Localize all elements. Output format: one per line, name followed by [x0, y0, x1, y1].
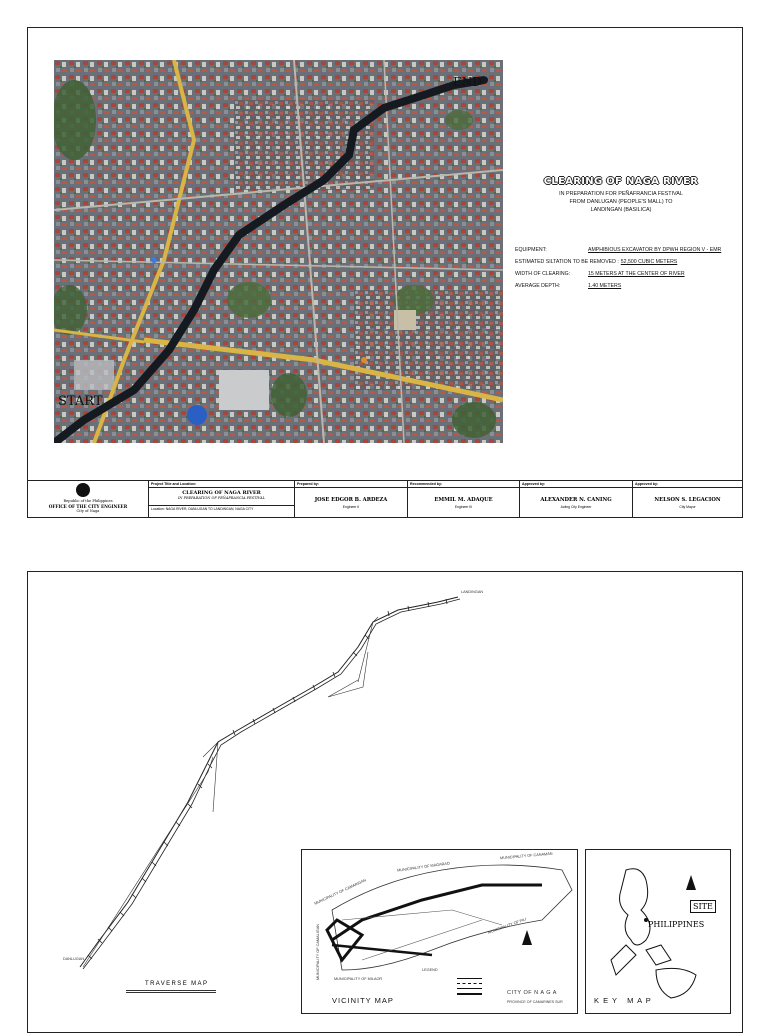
vicinity-map-title: VICINITY MAP [332, 996, 394, 1005]
municipality-label: MUNICIPALITY OF CAMALIGAN [315, 924, 320, 980]
spec-row [515, 271, 737, 283]
approved-header: Approved by: [520, 481, 632, 488]
project-title: CLEARING OF NAGA RIVER [543, 176, 699, 187]
office-line: Republic of the Philippines [63, 499, 113, 503]
city-label: CITY OF N A G A [507, 990, 557, 996]
project-cell [148, 481, 294, 518]
project-name: CLEARING OF NAGA RIVER [182, 490, 261, 496]
country-label: PHILIPPINES [648, 920, 705, 929]
subtitle-line: IN PREPARATION FOR PEÑAFRANCIA FESTIVAL [559, 191, 683, 197]
subtitle-line: LANDINGAN (BASILICA) [590, 206, 652, 213]
approved-role: City Mayor [679, 505, 696, 509]
approved-name: ALEXANDER N. CANING [540, 497, 612, 503]
spec-label: WIDTH OF CLEARING: [515, 271, 571, 277]
approved-header: Approved by: [633, 481, 742, 488]
approved-cell-2 [632, 481, 742, 518]
spec-value: 1.40 METERS [588, 283, 622, 289]
office-line: City of Naga [76, 509, 100, 513]
municipality-label: MUNICIPALITY OF CANAMAN [499, 851, 553, 861]
legend-line [457, 978, 482, 979]
spec-row [515, 283, 737, 295]
title-block [28, 480, 742, 518]
project-header: Project Title and Location: [149, 481, 294, 488]
office-cell [28, 481, 148, 518]
philippines-outline [586, 850, 730, 1013]
office-line: OFFICE OF THE CITY ENGINEER [48, 504, 128, 509]
map-label-start: START [58, 394, 103, 409]
recommended-header: Recommended by: [408, 481, 519, 488]
spec-label: EQUIPMENT: [515, 247, 547, 253]
municipality-label: MUNICIPALITY OF PILI [487, 917, 527, 935]
spec-value: AMPHIBIOUS EXCAVATOR BY DPWH REGION V - EMR [588, 247, 722, 253]
traverse-map-title: TRAVERSE MAP [145, 981, 209, 987]
prepared-name: JOSE EDGOR B. ARDEZA [314, 497, 388, 503]
prepared-header: Prepared by: [295, 481, 407, 488]
prepared-cell [294, 481, 407, 518]
office-name [28, 499, 148, 514]
plan-sheet-1 [27, 27, 743, 518]
municipality-label: MUNICIPALITY OF MAGARAO [396, 861, 451, 873]
municipality-label: MUNICIPALITY OF MILAOR [334, 977, 383, 981]
recommended-role: Engineer III [454, 505, 473, 509]
spec-row [515, 247, 737, 259]
city-seal-icon [76, 483, 90, 497]
recommended-name: EMMIL M. ADAQUE [434, 497, 493, 503]
municipality-label: MUNICIPALITY OF CAMARIGAN [313, 878, 367, 906]
legend-line [457, 993, 482, 995]
prepared-role: Engineer II [342, 505, 360, 509]
title-underline [126, 992, 216, 993]
project-subtitle [532, 191, 710, 214]
recommended-cell [407, 481, 519, 518]
project-desc: IN PREPARATION OF PEÑAFRANCIA FESTIVAL [178, 496, 265, 500]
legend-title: LEGEND [422, 968, 438, 972]
spec-value: 52,500 CUBIC METERS [620, 259, 678, 265]
spec-row [515, 259, 737, 271]
map-label-end: END [453, 75, 482, 89]
approved-name: NELSON S. LEGACION [654, 497, 721, 503]
province-label: PROVINCE OF CAMARINES SUR [507, 1000, 563, 1004]
site-label: SITE [690, 900, 716, 913]
spec-label: AVERAGE DEPTH: [515, 283, 561, 289]
traverse-start-label: DANLUGAN [63, 957, 85, 961]
vicinity-map-drawing [302, 850, 577, 1013]
vicinity-map-inset[interactable] [301, 849, 578, 1014]
subtitle-line: FROM DANLUGAN (PEOPLE'S MALL) TO [569, 198, 673, 205]
project-location: Location: NAGA RIVER, DANLUGAN TO LANDINGAN, NAGA CITY [149, 505, 294, 512]
legend-line [457, 983, 482, 984]
legend-line [457, 988, 482, 989]
approved-cell-1 [519, 481, 632, 518]
satellite-image [54, 60, 503, 443]
title-underline [126, 990, 216, 991]
approved-role: Acting City Engineer [560, 505, 592, 509]
key-map-title: K E Y M A P [594, 996, 652, 1005]
aerial-satellite-map[interactable] [54, 60, 503, 443]
plan-sheet-2 [27, 571, 743, 1033]
spec-label: ESTIMATED SILTATION TO BE REMOVED : [515, 259, 619, 265]
traverse-end-label: LANDINGAN [461, 590, 484, 594]
project-specs [515, 247, 737, 295]
spec-value: 15 METERS AT THE CENTER OF RIVER [588, 271, 685, 277]
key-map-inset[interactable] [585, 849, 731, 1014]
